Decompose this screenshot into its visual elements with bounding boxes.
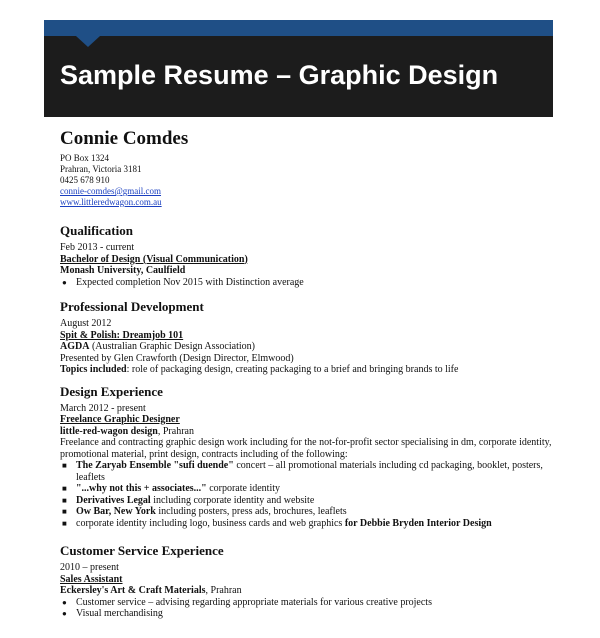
email-link[interactable]: connie-comdes@gmail.com bbox=[60, 186, 162, 196]
date-line: March 2012 - present bbox=[60, 402, 146, 414]
date-line: 2010 – present bbox=[60, 562, 119, 573]
design-experience-section bbox=[60, 384, 560, 530]
presenter-line: Presented by Glen Crawforth (Design Director, Elmwood) bbox=[60, 352, 294, 364]
section-heading: Design Experience bbox=[60, 383, 163, 399]
bullet-icon: ● bbox=[62, 277, 67, 287]
list-item: ■ "...why not this + associates..." corporate identity bbox=[62, 483, 281, 494]
topics-line: Topics included: role of packaging design, creating packaging to a brief and bringing brands to life bbox=[60, 364, 459, 375]
list-item: ■ Derivatives Legal including corporate identity and website bbox=[62, 494, 315, 506]
list-item: ● Customer service – advising regarding appropriate materials for various creative projects bbox=[62, 596, 432, 608]
address-line-1: PO Box 1324 bbox=[60, 153, 110, 163]
customer-service-section bbox=[60, 543, 560, 620]
institution: Monash University, Caulfield bbox=[60, 265, 186, 276]
page-title: Sample Resume – Graphic Design bbox=[60, 60, 499, 90]
banner-accent-bar bbox=[44, 20, 553, 36]
address-line-2: Prahran, Victoria 3181 bbox=[60, 164, 142, 174]
professional-development-section bbox=[60, 299, 560, 376]
organisation-line: AGDA (Australian Graphic Design Association) bbox=[60, 341, 255, 352]
bullet-icon: ● bbox=[62, 597, 67, 607]
role-title: Freelance Graphic Designer bbox=[60, 414, 180, 425]
section-heading: Qualification bbox=[60, 223, 133, 238]
website-link[interactable]: www.littleredwagon.com.au bbox=[60, 197, 162, 207]
bullet-icon: ■ bbox=[62, 518, 67, 528]
design-projects-list bbox=[60, 460, 560, 529]
list-item: ● Visual merchandising bbox=[62, 608, 163, 619]
list-item: ■ Ow Bar, New York including posters, press ads, brochures, leaflets bbox=[62, 506, 347, 517]
list-item: ■ The Zaryab Ensemble "sufi duende" concert – all promotional materials including cd packaging, booklet, posters, leaflets bbox=[62, 460, 543, 483]
date-line: August 2012 bbox=[60, 318, 112, 329]
date-line: Feb 2013 - current bbox=[60, 242, 135, 253]
bullet-icon: ● bbox=[62, 609, 67, 618]
bullet-icon: ■ bbox=[62, 507, 67, 516]
contact-block bbox=[60, 153, 560, 208]
banner-notch bbox=[76, 36, 100, 47]
company-line: Eckersley's Art & Craft Materials, Prahran bbox=[60, 585, 242, 596]
customer-service-list bbox=[60, 597, 560, 620]
bullet-icon: ■ bbox=[62, 484, 67, 493]
phone-number: 0425 678 910 bbox=[60, 175, 110, 185]
role-description: Freelance and contracting graphic design work including for the not-for-profit sector specialising in dm, corporate identity, promotional material, print design, contracts including of the following: bbox=[60, 437, 552, 460]
event-title: Spit & Polish: Dreamjob 101 bbox=[60, 329, 184, 341]
list-item: ■ corporate identity including logo, business cards and web graphics for Debbie Bryden Interior Design bbox=[62, 517, 492, 529]
degree-title: Bachelor of Design (Visual Communication) bbox=[60, 253, 248, 265]
list-item: ● Expected completion Nov 2015 with Distinction average bbox=[62, 276, 304, 288]
bullet-icon: ■ bbox=[62, 495, 67, 505]
qualification-list bbox=[60, 277, 560, 289]
resume-body bbox=[60, 128, 560, 620]
candidate-name: Connie Comdes bbox=[60, 128, 189, 149]
company-line: little-red-wagon design, Prahran bbox=[60, 425, 194, 437]
role-title: Sales Assistant bbox=[60, 573, 123, 585]
qualification-section bbox=[60, 223, 560, 288]
section-heading: Professional Development bbox=[60, 299, 204, 314]
section-heading: Customer Service Experience bbox=[60, 543, 224, 558]
bullet-icon: ■ bbox=[62, 461, 67, 470]
